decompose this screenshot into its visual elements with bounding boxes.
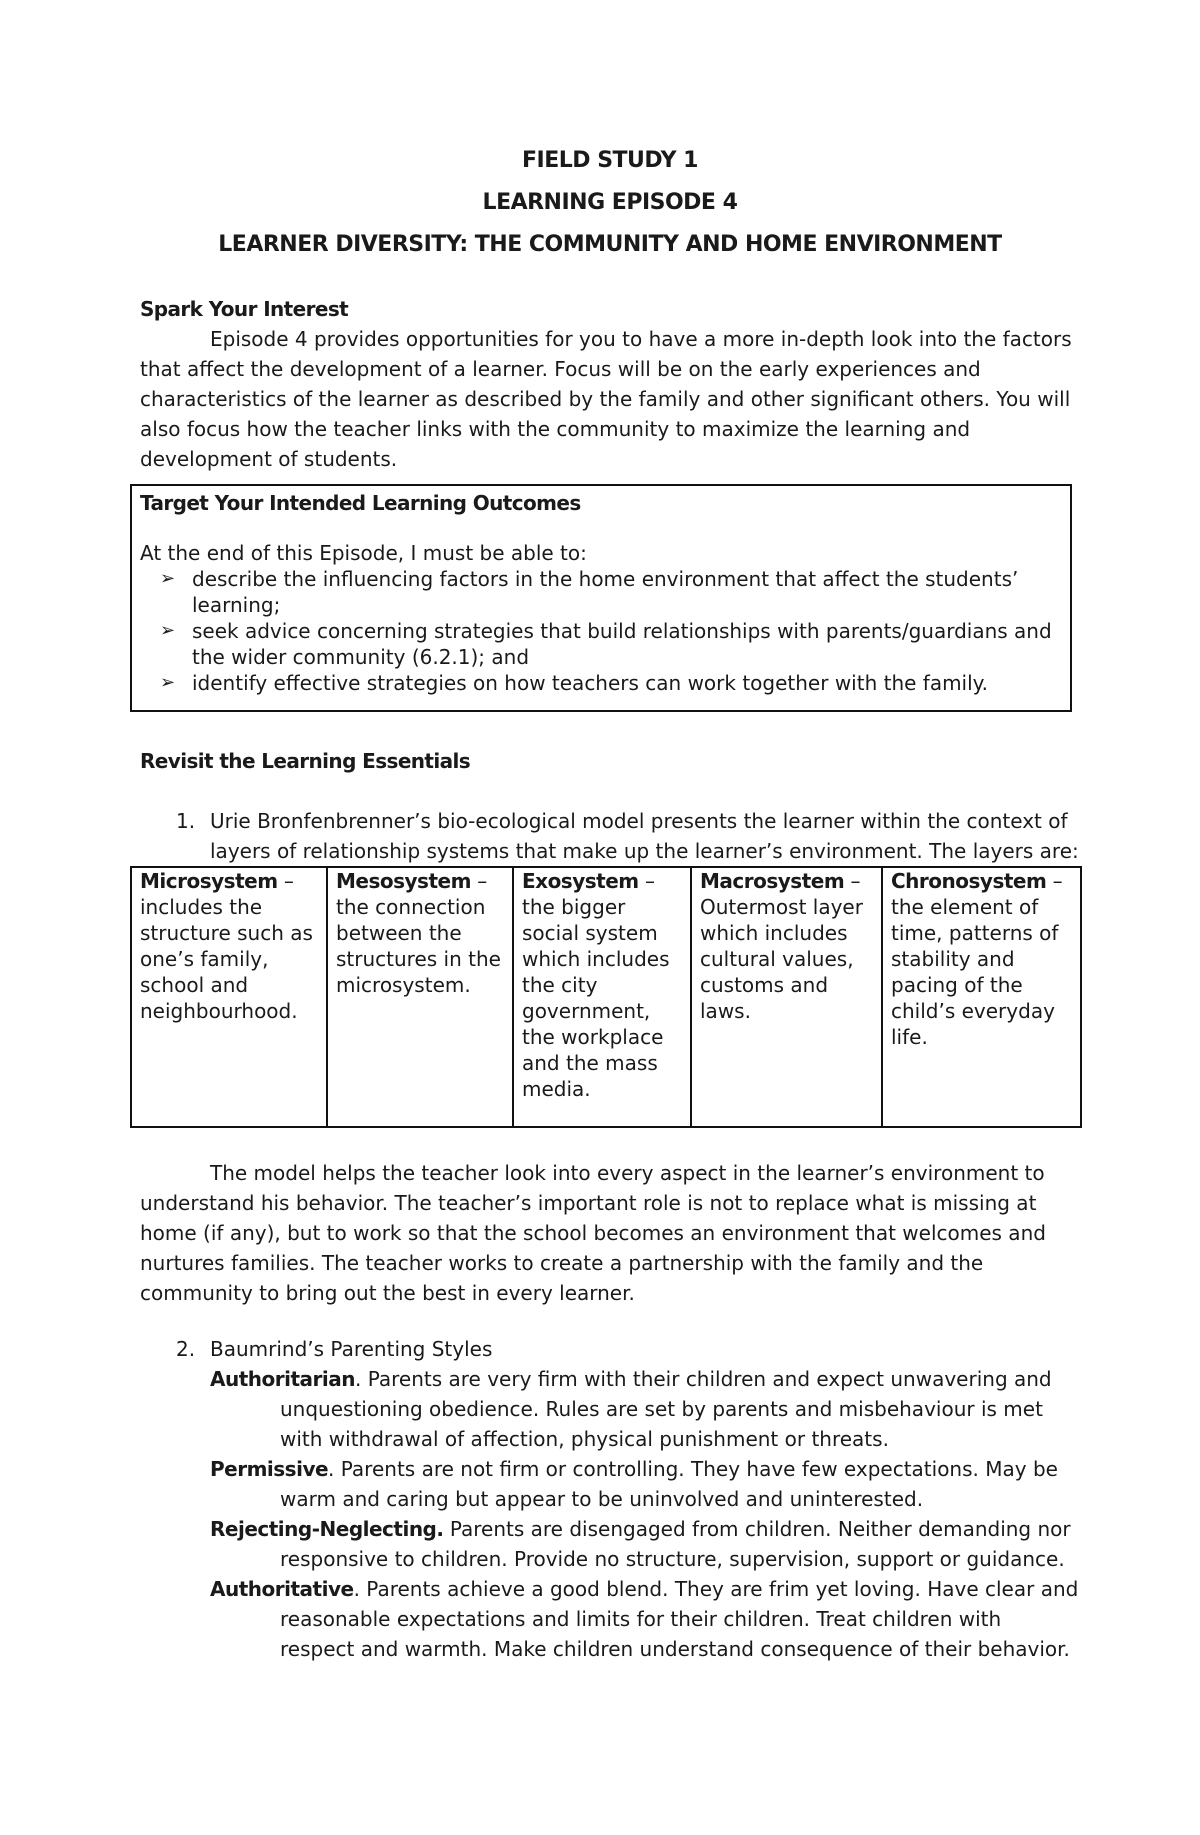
spark-heading: Spark Your Interest [140, 297, 349, 321]
ecological-layers-table [130, 866, 1082, 1128]
outcomes-intro: At the end of this Episode, I must be able to: [140, 541, 587, 565]
parenting-style-permissive: Permissive. Parents are not firm or controlling. They have few expectations. May be warm and caring but appear to be uninvolved and uninterested. [210, 1457, 1058, 1511]
outcomes-heading: Target Your Intended Learning Outcomes [140, 491, 581, 515]
parenting-style-rejecting-neglecting: Rejecting-Neglecting. Parents are disengaged from children. Neither demanding nor responsive to children. Provide no structure, supervision, support or guidance. [210, 1517, 1071, 1571]
arrow-bullet-icon: ➢ [160, 568, 176, 589]
parenting-style-authoritative: Authoritative. Parents achieve a good blend. They are frim yet loving. Have clear and reasonable expectations and limits for their children. Treat children with respect and warmth. Make children understand consequence of their behavior. [210, 1577, 1079, 1661]
item-text: Baumrind’s Parenting Styles [210, 1337, 493, 1361]
layer-cell-microsystem: Microsystem – includes the structure such as one’s family, school and neighbourhood. [131, 867, 327, 1127]
list-item: ➢ describe the influencing factors in the home environment that affect the students’ learning; [160, 567, 1019, 617]
numbered-item-1 [140, 806, 1080, 866]
document-page [140, 140, 1080, 1664]
arrow-bullet-icon: ➢ [160, 672, 176, 693]
episode-title: LEARNING EPISODE 4 [482, 190, 738, 215]
numbered-item-2 [140, 1334, 1080, 1364]
item-text: Urie Bronfenbrenner’s bio-ecological model presents the learner within the context of layers of relationship systems that make up the learner’s environment. The layers are: [210, 809, 1079, 863]
title-block [140, 140, 1080, 266]
item-number: 2. [176, 1337, 196, 1361]
layer-cell-macrosystem: Macrosystem – Outermost layer which includes cultural values, customs and laws. [691, 867, 882, 1127]
list-item: ➢ identify effective strategies on how teachers can work together with the family. [160, 671, 989, 695]
list-item: ➢ seek advice concerning strategies that build relationships with parents/guardians and the wider community (6.2.1); and [160, 619, 1052, 669]
outcomes-list [140, 566, 1062, 696]
spark-paragraph: Episode 4 provides opportunities for you to have a more in-depth look into the factors that affect the development of a learner. Focus will be on the early experiences and characteristics of the learner as described by the family and other significant others. You will also focus how the teacher links with the community to maximize the learning and development of students. [140, 327, 1072, 471]
layer-cell-exosystem: Exosystem – the bigger social system which includes the city government, the workplace and the mass media. [513, 867, 691, 1127]
model-paragraph: The model helps the teacher look into every aspect in the learner’s environment to understand his behavior. The teacher’s important role is not to replace what is missing at home (if any), but to work so that the school becomes an environment that welcomes and nurtures families. The teacher works to create a partnership with the family and the community to bring out the best in every learner. [140, 1161, 1046, 1305]
course-title: FIELD STUDY 1 [522, 148, 698, 173]
parenting-style-authoritarian: Authoritarian. Parents are very firm with their children and expect unwavering and unquestioning obedience. Rules are set by parents and misbehaviour is met with withdrawal of affection, physical punishment or threats. [210, 1367, 1052, 1451]
item-number: 1. [176, 809, 196, 833]
learning-outcomes-box [130, 484, 1072, 712]
arrow-bullet-icon: ➢ [160, 620, 176, 641]
revisit-heading: Revisit the Learning Essentials [140, 749, 471, 773]
episode-subtitle: LEARNER DIVERSITY: THE COMMUNITY AND HOME ENVIRONMENT [218, 232, 1002, 257]
layer-cell-mesosystem: Mesosystem – the connection between the structures in the microsystem. [327, 867, 513, 1127]
layer-cell-chronosystem: Chronosystem – the element of time, patterns of stability and pacing of the child’s everyday life. [882, 867, 1081, 1127]
